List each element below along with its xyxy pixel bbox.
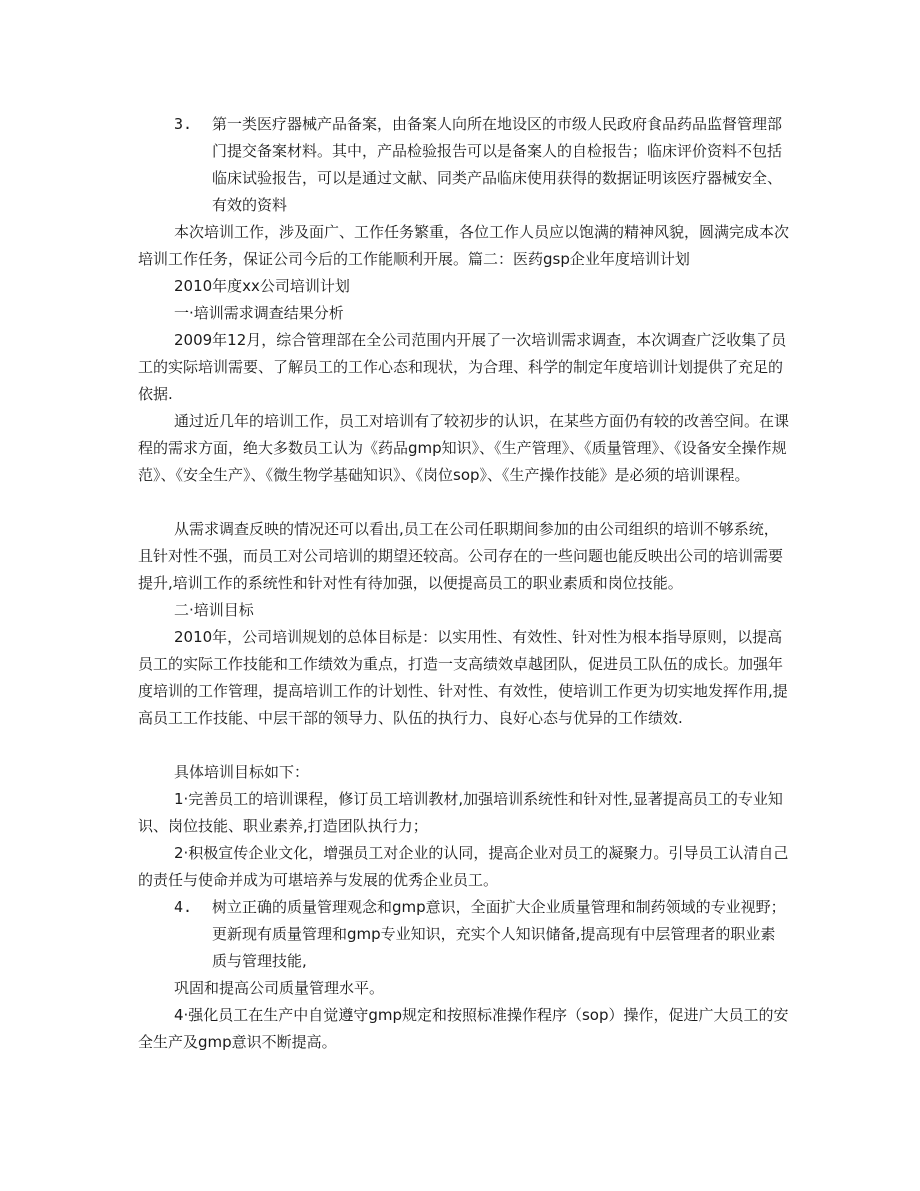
list-item-3 bbox=[138, 111, 790, 219]
list-item-text: 第一类医疗器械产品备案，由备案人向所在地设区的市级人民政府食品药品监督管理部门提交备案材料。其中，产品检验报告可以是备案人的自检报告；临床评价资料不包括临床试验报告，可以是通过文献、同类产品临床使用获得的数据证明该医疗器械安全、有效的资料 bbox=[212, 115, 783, 214]
paragraph-training-work: 本次培训工作，涉及面广、工作任务繁重，各位工作人员应以饱满的精神风貌，圆满完成本次培训工作任务，保证公司今后的工作能顺利开展。篇二：医药gsp企业年度培训计划 bbox=[138, 223, 790, 268]
goal-item-4-continuation: 巩固和提高公司质量管理水平。 bbox=[174, 979, 385, 997]
plan-title: 2010年度xx公司培训计划 bbox=[174, 277, 350, 295]
paragraph-feedback: 从需求调查反映的情况还可以看出,员工在公司任职期间参加的由公司组织的培训不够系统，且针对性不强，而员工对公司培训的期望还较高。公司存在的一些问题也能反映出公司的培训需要提升,培训工作的系统性和针对性有待加强，以便提高员工的职业素质和岗位技能。 bbox=[138, 520, 784, 592]
goal-item-2: 2·积极宣传企业文化，增强员工对企业的认同，提高企业对员工的凝聚力。引导员工认清自己的责任与使命并成为可堪培养与发展的优秀企业员工。 bbox=[138, 844, 789, 889]
list-item-text: 树立正确的质量管理观念和gmp意识，全面扩大企业质量管理和制药领域的专业视野；更新现有质量管理和gmp专业知识，充实个人知识储备,提高现有中层管理者的职业素质与管理技能, bbox=[212, 898, 786, 970]
goal-item-4-quality bbox=[138, 894, 790, 975]
specific-goals-heading: 具体培训目标如下： bbox=[174, 763, 310, 781]
section-heading-needs-analysis: 一·培训需求调查结果分析 bbox=[174, 304, 344, 322]
goal-item-1: 1·完善员工的培训课程，修订员工培训教材,加强培训系统性和针对性,显著提高员工的专业知识、岗位技能、职业素养,打造团队执行力； bbox=[138, 790, 783, 835]
paragraph-overall-goal: 2010年，公司培训规划的总体目标是：以实用性、有效性、针对性为根本指导原则，以提高员工的实际工作技能和工作绩效为重点，打造一支高绩效卓越团队，促进员工队伍的成长。加强年度培训的工作管理，提高培训工作的计划性、针对性、有效性，使培训工作更为切实地发挥作用,提高员工工作技能、中层干部的领导力、队伍的执行力、良好心态与优异的工作绩效. bbox=[138, 628, 788, 727]
list-item-number: 4. bbox=[174, 898, 193, 916]
list-item-number: 3. bbox=[174, 115, 193, 133]
paragraph-survey: 2009年12月，综合管理部在全公司范围内开展了一次培训需求调查，本次调查广泛收集了员工的实际培训需要、了解员工的工作心态和现状，为合理、科学的制定年度培训计划提供了充足的依据. bbox=[138, 331, 787, 403]
paragraph-recognition: 通过近几年的培训工作，员工对培训有了较初步的认识，在某些方面仍有较的改善空间。在课程的需求方面，绝大多数员工认为《药品gmp知识》、《生产管理》、《质量管理》、《设备安全操作规范》、《安全生产》、《微生物学基础知识》、《岗位sop》、《生产操作技能》是必须的培训课程。 bbox=[138, 412, 790, 484]
goal-item-4-gmp: 4·强化员工在生产中自觉遵守gmp规定和按照标准操作程序（sop）操作，促进广大员工的安全生产及gmp意识不断提高。 bbox=[138, 1006, 789, 1051]
section-heading-training-goals: 二·培训目标 bbox=[174, 601, 254, 619]
